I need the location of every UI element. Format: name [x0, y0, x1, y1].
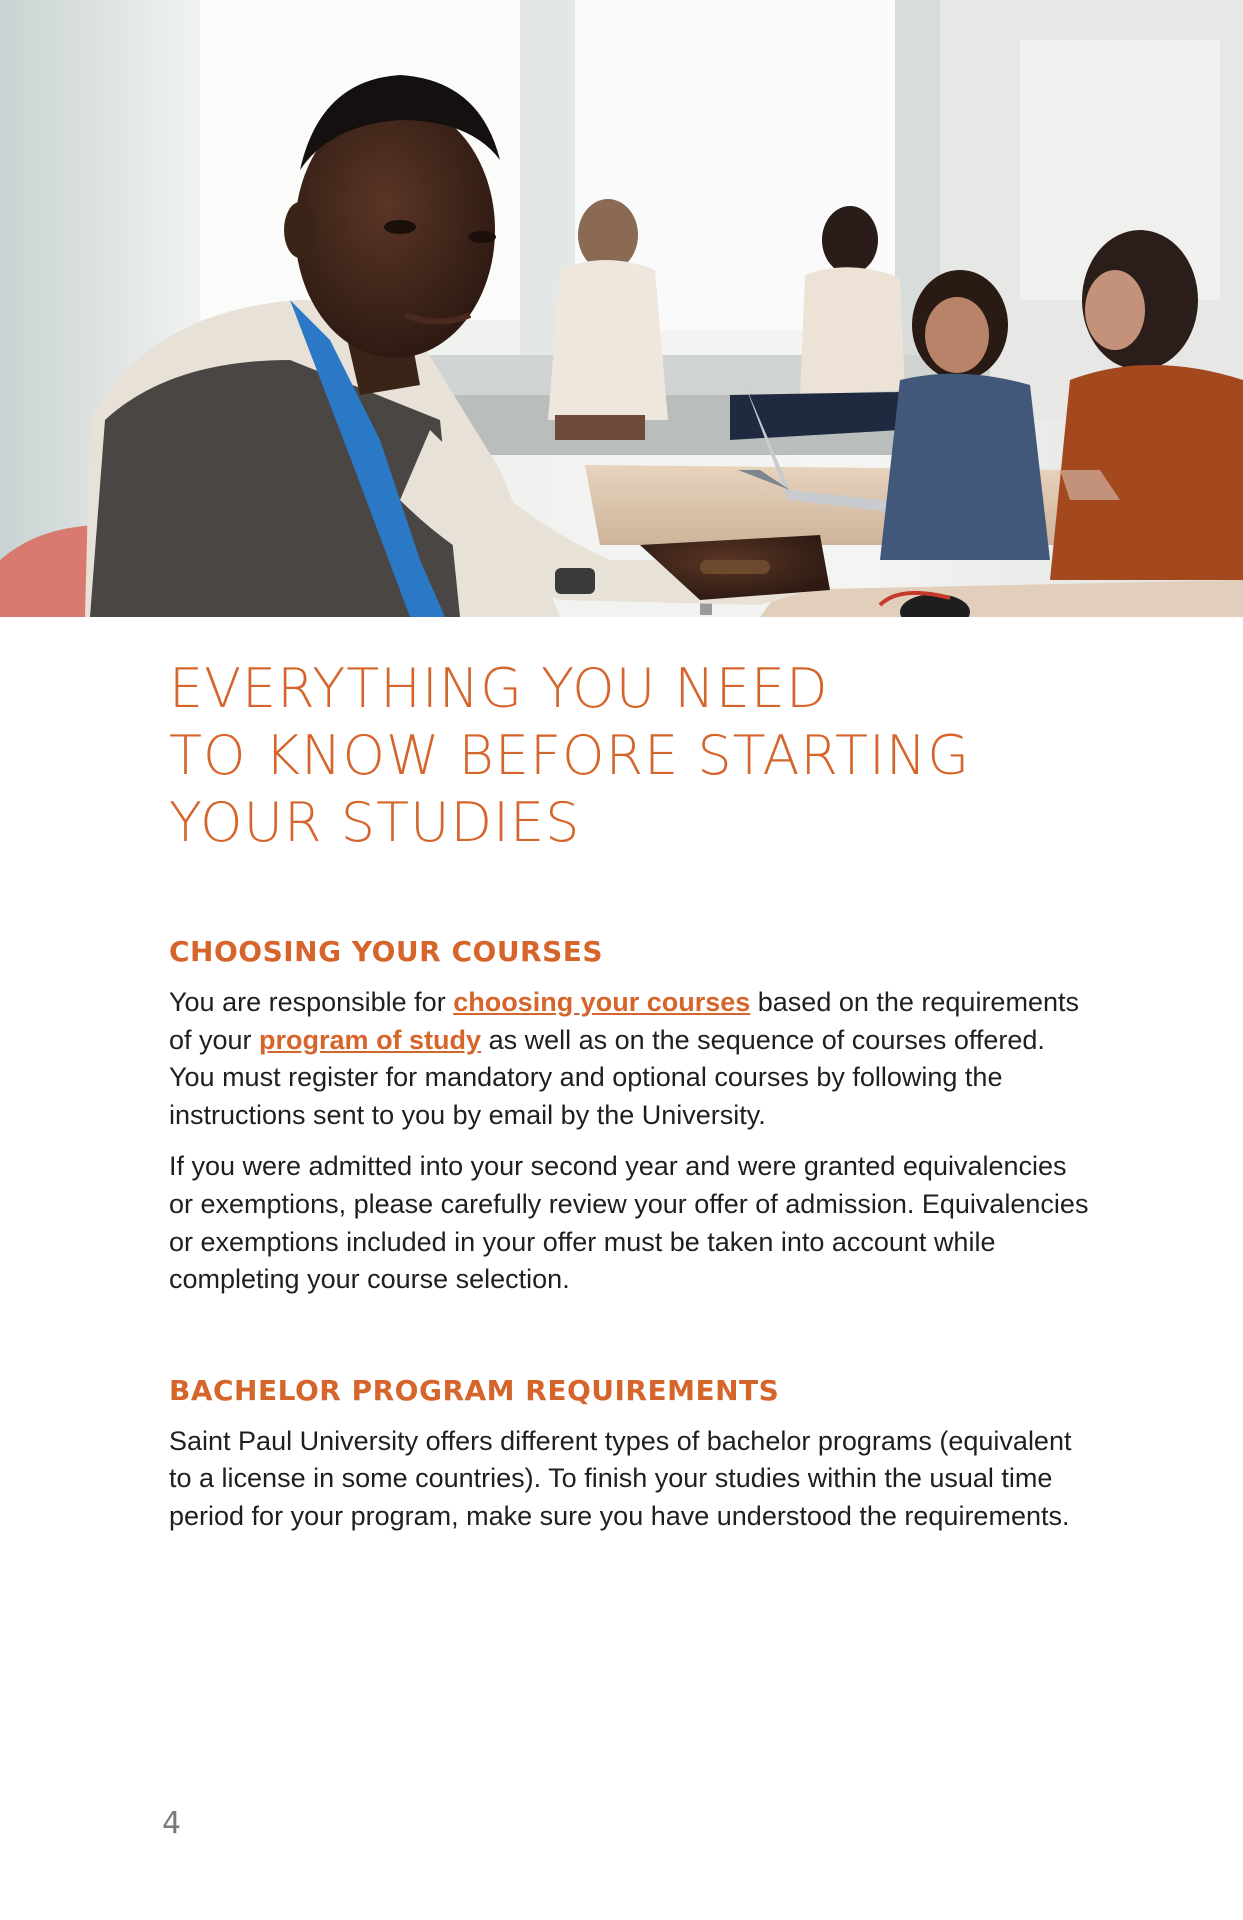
page-title — [169, 655, 1089, 856]
title-line: YOUR STUDIES — [169, 791, 581, 854]
section-heading-courses: CHOOSING YOUR COURSES — [169, 935, 604, 968]
hero-photo-illustration — [0, 0, 1243, 617]
title-line: EVERYTHING YOU NEED — [169, 657, 829, 720]
program-of-study-link[interactable]: program of study — [259, 1024, 482, 1055]
section-heading-bachelor: BACHELOR PROGRAM REQUIREMENTS — [169, 1373, 780, 1407]
bachelor-paragraph-1: Saint Paul University offers different types of bachelor programs (equivalent to a license in some countries). To finish your studies within the usual time period for your program, make sure you have understood the requirements. — [169, 1425, 1072, 1531]
choosing-your-courses-link[interactable]: choosing your courses — [453, 987, 751, 1017]
text-run: You are responsible for — [169, 987, 454, 1017]
text-run: based on the requirements of your — [169, 987, 1079, 1055]
courses-paragraph-1 — [169, 984, 1089, 1134]
page-number: 4 — [162, 1806, 182, 1841]
article-body — [169, 655, 1089, 1536]
text-run: as well as on the sequence of courses offered. You must register for mandatory and optional courses by following the instructions sent to you by email by the University. — [169, 1024, 1045, 1130]
hero-photo — [0, 0, 1243, 617]
courses-paragraph-2: If you were admitted into your second year and were granted equivalencies or exemptions, please carefully review your offer of admission. Equivalencies or exemptions included in your offer must be taken into account while completing your course selection. — [169, 1151, 1089, 1295]
title-line: TO KNOW BEFORE STARTING — [169, 724, 971, 787]
